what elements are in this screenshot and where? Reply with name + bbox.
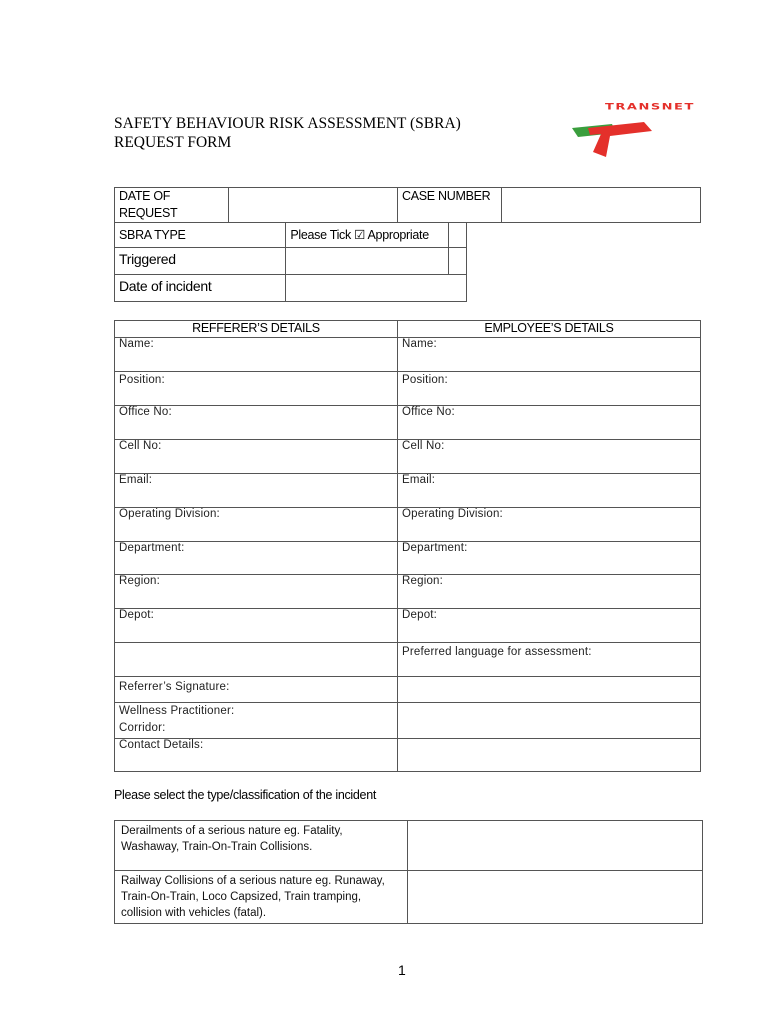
employee-depot-field[interactable]: Depot: [398, 609, 701, 643]
details-row [115, 508, 701, 542]
incident-row [115, 871, 703, 924]
incident-type-derailments: Derailments of a serious nature eg. Fatality, Washaway, Train-On-Train Collisions. [115, 821, 408, 871]
form-title-line1: SAFETY BEHAVIOUR RISK ASSESSMENT (SBRA) [114, 115, 461, 132]
details-row [115, 406, 701, 440]
referrer-email-field[interactable]: Email: [115, 474, 398, 508]
incident-type-collisions: Railway Collisions of a serious nature eg. Runaway, Train-On-Train, Loco Capsized, Train tramping, collision with vehicles (fatal). [115, 871, 408, 924]
logo-wordmark: TRANSNET [605, 102, 695, 113]
referrer-details-header: REFFERER’S DETAILS [115, 321, 398, 338]
incident-row [115, 821, 703, 871]
details-row [115, 440, 701, 474]
incident-table [114, 820, 703, 924]
employee-signature-cell[interactable] [398, 677, 701, 703]
referrer-cell-field[interactable]: Cell No: [115, 440, 398, 474]
sbra-type-table [114, 222, 467, 302]
referrer-position-field[interactable]: Position: [115, 372, 398, 406]
wellness-block [115, 703, 398, 739]
referrer-depot-field[interactable]: Depot: [115, 609, 398, 643]
contact-right-cell[interactable] [398, 739, 701, 772]
wellness-practitioner-label[interactable]: Wellness Practitioner: [119, 705, 235, 717]
referrer-division-field[interactable]: Operating Division: [115, 508, 398, 542]
case-number-label: CASE NUMBER [398, 188, 502, 223]
details-row [115, 474, 701, 508]
date-of-request-label: DATE OF REQUEST [115, 188, 229, 223]
referrer-department-field[interactable]: Department: [115, 542, 398, 575]
corridor-label[interactable]: Corridor: [119, 722, 166, 734]
employee-office-field[interactable]: Office No: [398, 406, 701, 440]
incident-select-cell-collisions[interactable] [408, 871, 703, 924]
triggered-label: Triggered [115, 248, 286, 275]
request-table [114, 187, 701, 223]
employee-region-field[interactable]: Region: [398, 575, 701, 609]
details-table [114, 320, 701, 772]
employee-name-field[interactable]: Name: [398, 338, 701, 372]
contact-details-field[interactable]: Contact Details: [115, 739, 398, 772]
transnet-logo [560, 100, 735, 165]
date-of-request-field[interactable] [229, 188, 398, 223]
employee-email-field[interactable]: Email: [398, 474, 701, 508]
employee-position-field[interactable]: Position: [398, 372, 701, 406]
details-row [115, 542, 701, 575]
sbra-type-label: SBRA TYPE [115, 223, 286, 248]
referrer-name-field[interactable]: Name: [115, 338, 398, 372]
employee-division-field[interactable]: Operating Division: [398, 508, 701, 542]
page-number: 1 [398, 962, 406, 978]
triggered-extra-cell[interactable] [449, 248, 467, 275]
case-number-field[interactable] [502, 188, 701, 223]
employee-details-header: EMPLOYEE’S DETAILS [398, 321, 701, 338]
incident-select-heading: Please select the type/classification of the incident [114, 788, 377, 802]
details-row [115, 338, 701, 372]
referrer-region-field[interactable]: Region: [115, 575, 398, 609]
form-title-line2: REQUEST FORM [114, 134, 232, 151]
referrer-office-field[interactable]: Office No: [115, 406, 398, 440]
details-row [115, 643, 701, 677]
employee-cell-field[interactable]: Cell No: [398, 440, 701, 474]
details-row [115, 575, 701, 609]
preferred-language-field[interactable]: Preferred language for assessment: [398, 643, 701, 677]
employee-department-field[interactable]: Department: [398, 542, 701, 575]
tick-cell[interactable] [449, 223, 467, 248]
form-title [114, 114, 461, 152]
details-row [115, 609, 701, 643]
date-of-incident-field[interactable] [286, 275, 467, 302]
incident-select-cell-derailments[interactable] [408, 821, 703, 871]
referrer-signature-field[interactable]: Referrer’s Signature: [115, 677, 398, 703]
details-row [115, 372, 701, 406]
date-of-incident-label: Date of incident [115, 275, 286, 302]
tick-appropriate-label: Please Tick ☑ Appropriate [286, 223, 449, 248]
triggered-tick-field[interactable] [286, 248, 449, 275]
referrer-blank-cell[interactable] [115, 643, 398, 677]
wellness-right-cell[interactable] [398, 703, 701, 739]
